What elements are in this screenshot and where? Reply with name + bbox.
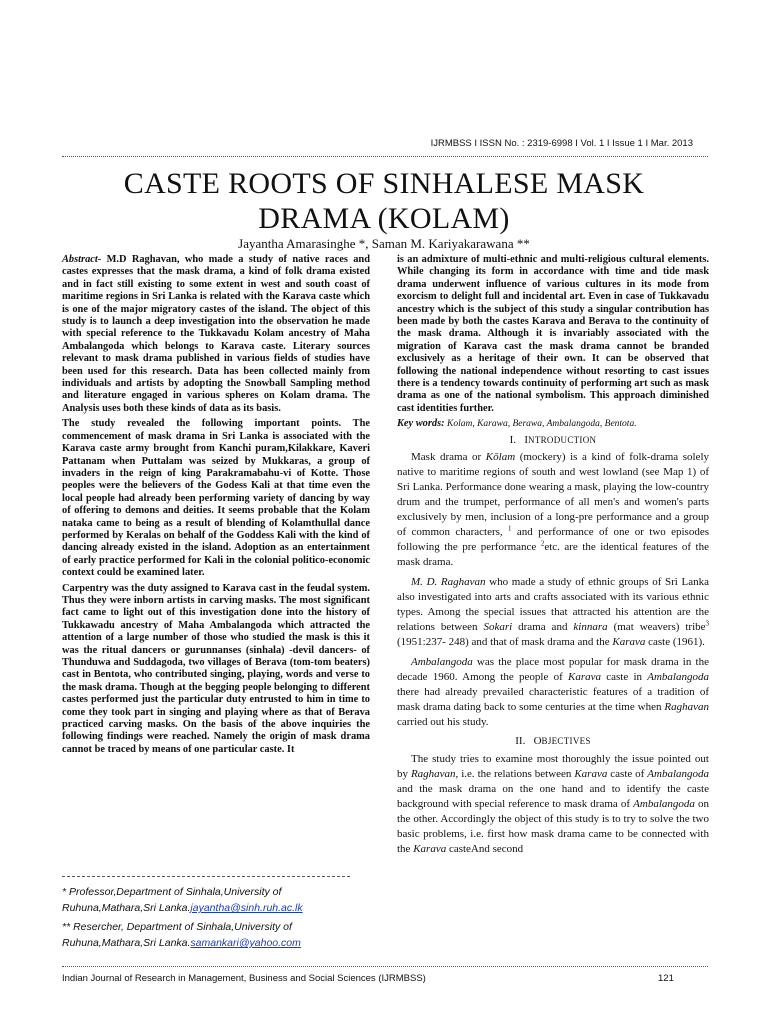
abstract-label: Abstract- xyxy=(62,254,102,265)
abstract-para-4: is an admixture of multi-ethnic and multi-religious cultural elements. While changing its form in accordance with time and tide mask drama underwent influence of various cultures in its mode from exorcism to delight full and incidental art. Even in case of Tukkavadu ancestry which is the subject of this study a singular contribution has been made by both the castes Karava and Berava to the continuity of the mask drama. Although it is invariably associated with the migration of Karava cast the mask drama cannot be branded exclusively as a heritage of their own. It can be observed that following the national independence without resorting to cast issues there is a tendency towards continuity of performing art such as mask drama as one of the national symbolism. This approach diminished cast identities further. xyxy=(397,254,709,414)
objectives-para-1: The study tries to examine most thoroughly the issue pointed out by Raghavan, i.e. the relations between Karava caste of Ambalangoda and the mask drama on the one hand and to identify the caste background with special reference to mask drama of Ambalangoda on the other. Accordingly the object of this study is to try to solve the two basic problems, i.e. first how mask drama came to be connected with the Karava casteAnd second xyxy=(397,752,710,855)
authors: Jayantha Amarasinghe *, Saman M. Kariyakarawana ** xyxy=(238,236,530,251)
title-line-1: CASTE ROOTS OF SINHALESE MASK xyxy=(123,167,645,200)
footnote-2: ** Resercher, Department of Sinhala,University of Ruhuna,Mathara,Sri Lanka.samankari@yahoo.com xyxy=(62,921,301,949)
keywords-text: Kolam, Karawa, Berawa, Ambalangoda, Bentota. xyxy=(444,419,637,430)
footnote-divider xyxy=(62,876,350,877)
intro-para-3: Ambalangoda was the place most popular for mask drama in the decade 1960. Among the people of Karava caste in Ambalangoda there had already prevailed characteristic features of a tradition of mask drama dating back to some centuries at the time when Raghavan carried out his study. xyxy=(397,656,709,729)
right-column xyxy=(397,254,709,862)
journal-header-info: IJRMBSS I ISSN No. : 2319-6998 I Vol. 1 I Issue 1 I Mar. 2013 xyxy=(430,138,693,149)
keywords-label: Key words: xyxy=(397,418,445,430)
email-link-2[interactable]: samankari@yahoo.com xyxy=(190,937,301,949)
abstract-para-3: Carpentry was the duty assigned to Karava cast in the feudal system. Thus they were inborn artists in carving masks. The most significant fact came to light out of this investigation done into the history of Tukkawadu ancestry of Maha Ambalangoda which attracted the attention of a large number of those who studied the mask is this it was the ritual dancers or gurunnanses (sinhala) -devil dancers- of Thunduwa and Suddagoda, two villages of Berava (tom-tom beaters) cast in Bentota, who contributed singing, playing, words and verse to the mask drama. Though at the begging people belonging to different castes performed just the particular duty entrusted to him in time to come they took part in singing and playing where as that of Berava practiced carving masks. On the basis of the above inquiries the following findings were reached. Namely the origin of mask drama cannot be traced by means of one particular caste. It xyxy=(62,582,370,755)
left-column xyxy=(62,254,370,759)
abstract-para-2: The study revealed the following important points. The commencement of mask drama in Sri Lanka is associated with the Karava caste army brought from Kanchi puram,Kilakkare, Kaveri Pattanam when Puttalam was seized by Mukkaras, a group of invaders in the reign of king Parakramabahu-vi of Kotte. Those peoples were the believers of the Godess Kali at that time even the local people had already been performing variety of dancing by way of offering to demons and deities. It seems probable that the Kolam nataka came to being as a result of blending of Kolamthullal dance performed by Keralas on behalf of the Goddess Kali with the kind of dancing already existed in the island. Adoption as an entertainment of early practice performed for Kali in the colonial politico-economic context could be examined later. xyxy=(62,418,370,579)
section-heading-introduction: I. INTRODUCTION xyxy=(509,433,597,446)
email-link-1[interactable]: jayantha@sinh.ruh.ac.lk xyxy=(190,902,303,914)
paper-title xyxy=(60,166,708,236)
abstract-para-1: Abstract- M.D Raghavan, who made a study of native races and castes expresses that the mask drama, a kind of folk drama existed and in fact still existing to some extent in west and south coast of maritime regions in Sri Lanka is related with the Karava caste which is one of the major migratory castes of the island. The object of this study is to launch a deep investigation into the observation he made with special reference to the Tukkavadu Kolam ancestry of Maha Ambalangoda which belongs to Karava caste. Literary sources relevant to mask drama published in various fields of studies have been used for this research. Data has been collected mainly from individuals and artists by adopting the Snowball Sampling method and literature engaged in various spheres on Kolam drama. The Analysis uses both these kinds of data as its basis. xyxy=(62,254,370,414)
title-line-2: DRAMA (KOLAM) xyxy=(258,202,510,235)
intro-para-1: Mask drama or Kōlam (mockery) is a kind of folk-drama solely native to maritime regions of south and west lowland (see Map 1) of Sri Lanka. Performance done wearing a mask, playing the low-country drum and the trumpet, performance of all men's and women's parts exclusively by men, inclusion of a long-pre performance and a group of common characters, $^1$ and performance of one or two episodes following the pre performance $^2$etc. are the identical features of the mask drama. xyxy=(397,451,710,569)
footnote-1: * Professor,Department of Sinhala,University of Ruhuna,Mathara,Sri Lanka.jayantha@sinh.ruh.ac.lk xyxy=(62,886,303,914)
page-number: 121 xyxy=(658,973,674,984)
intro-para-2: M. D. Raghavan who made a study of ethnic groups of Sri Lanka also investigated into arts and crafts associated with its various ethnic types. Among the special issues that attracted his attention are the relations between Sokari drama and kinnara (mat weavers) tribe$^3$ (1951:237- 248) and that of mask drama and the Karava caste (1961). xyxy=(397,576,710,649)
footer-journal-name: Indian Journal of Research in Management, Business and Social Sciences (IJRMBSS) xyxy=(62,973,426,984)
section-heading-objectives: II. OBJECTIVES xyxy=(515,735,591,748)
keywords xyxy=(397,418,709,430)
header-divider xyxy=(62,156,708,157)
footer-divider xyxy=(62,966,708,967)
